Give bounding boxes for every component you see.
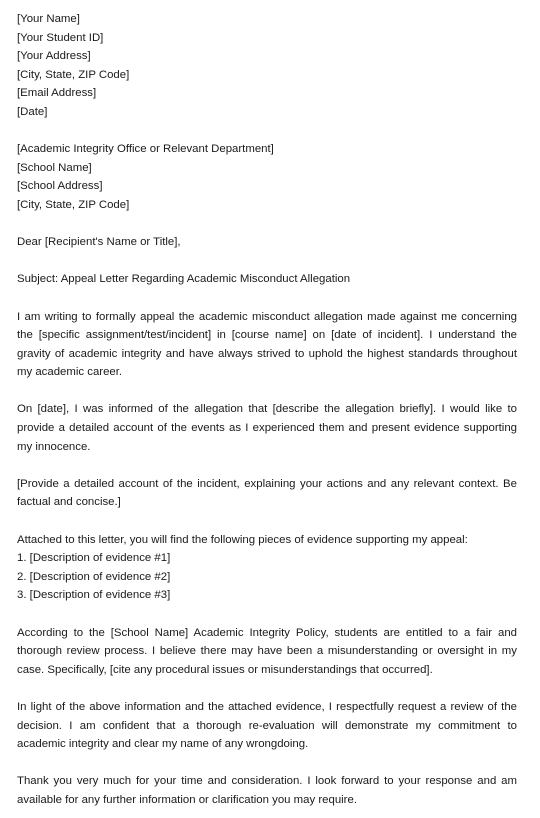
- body-paragraph-7: Thank you very much for your time and consideration. I look forward to your response and am available for any further information or clarification you may require.: [17, 775, 517, 806]
- evidence-intro: Attached to this letter, you will find the following pieces of evidence supporting my appeal:: [17, 533, 468, 546]
- spacer: [17, 512, 517, 531]
- spacer: [17, 754, 517, 773]
- salutation: Dear [Recipient's Name or Title],: [17, 236, 181, 249]
- sender-student-id: [Your Student ID]: [17, 31, 104, 44]
- spacer: [17, 289, 517, 308]
- evidence-item: 2. [Description of evidence #2]: [17, 570, 171, 583]
- body-paragraph-6: In light of the above information and the attached evidence, I respectfully request a review of the decision. I am confident that a thorough re-evaluation will demonstrate my commitment to academic integrity and clear my name of any wrongdoing.: [17, 700, 517, 751]
- body-paragraph-5: According to the [School Name] Academic Integrity Policy, students are entitled to a fair and thorough review process. I believe there may have been a misunderstanding or oversight in my case. Specifically, [cite any procedural issues or misunderstandings that occurred].: [17, 626, 517, 676]
- body-paragraph-1: I am writing to formally appeal the academic misconduct allegation made against me concerning the [specific assignment/test/incident] in [course name] on [date of incident]. I understand the gravity of academic integrity and have always strived to uphold the highest standards throughout my academic career.: [17, 310, 517, 379]
- sender-address: [Your Address]: [17, 50, 91, 63]
- spacer: [17, 252, 517, 271]
- letter-document: [17, 10, 517, 810]
- sender-date: [Date]: [17, 105, 48, 118]
- recipient-city-state-zip: [City, State, ZIP Code]: [17, 198, 130, 211]
- spacer: [17, 679, 517, 698]
- subject-line: Subject: Appeal Letter Regarding Academic Misconduct Allegation: [17, 273, 351, 286]
- recipient-school-address: [School Address]: [17, 180, 103, 193]
- recipient-office: [Academic Integrity Office or Relevant Department]: [17, 143, 274, 156]
- spacer: [17, 382, 517, 401]
- sender-block: [17, 10, 517, 122]
- recipient-school-name: [School Name]: [17, 161, 92, 174]
- spacer: [17, 122, 517, 141]
- evidence-item: 3. [Description of evidence #3]: [17, 589, 171, 602]
- spacer: [17, 456, 517, 475]
- sender-city-state-zip: [City, State, ZIP Code]: [17, 68, 130, 81]
- body-paragraph-2: On [date], I was informed of the allegation that [describe the allegation briefly]. I would like to provide a detailed account of the events as I experienced them and present evidence supporting my innocence.: [17, 403, 517, 453]
- spacer: [17, 605, 517, 624]
- body-paragraph-3: [Provide a detailed account of the incident, explaining your actions and any relevant context. Be factual and concise.]: [17, 477, 517, 509]
- recipient-block: [17, 140, 517, 214]
- spacer: [17, 215, 517, 234]
- sender-email: [Email Address]: [17, 87, 97, 100]
- evidence-item: 1. [Description of evidence #1]: [17, 552, 171, 565]
- sender-name: [Your Name]: [17, 13, 80, 25]
- evidence-list: [17, 549, 517, 605]
